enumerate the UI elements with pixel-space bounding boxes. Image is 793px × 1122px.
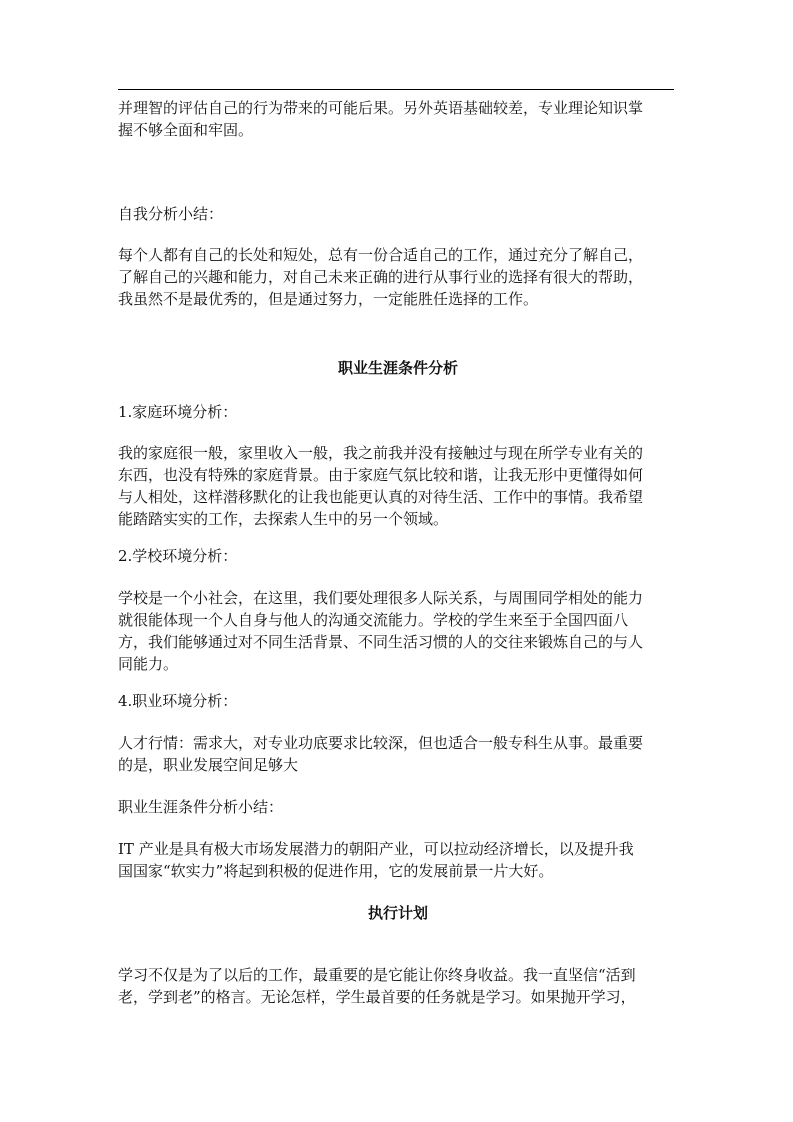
career-conditions-summary-label: 职业生涯条件分析小结： <box>118 798 284 816</box>
family-environment-label: 1.家庭环境分析： <box>118 403 238 421</box>
section-heading-execution-plan: 执行计划 <box>367 904 428 922</box>
school-environment-label: 2.学校环境分析： <box>118 547 238 565</box>
career-conditions-summary-text: IT 产业是具有极大市场发展潜力的朝阳产业，可以拉动经济增长，以及提升我 国国家“软实力”将起到积极的促进作用，它的发展前景一片大好。 <box>118 840 634 880</box>
self-analysis-summary-text: 每个人都有自己的长处和短处，总有一份合适自己的工作，通过充分了解自己， 了解自己的兴趣和能力，对自己未来正确的进行从事行业的选择有很大的帮助， 我虽然不是最优秀的，但是通过努力，一定能胜任选择的工作。 <box>118 246 644 308</box>
execution-plan-text: 学习不仅是为了以后的工作，最重要的是它能让你终身收益。我一直坚信“活到 老，学到老”的格言。无论怎样，学生最首要的任务就是学习。如果抛开学习， <box>118 966 636 1006</box>
family-environment-text: 我的家庭很一般，家里收入一般，我之前我并没有接触过与现在所学专业有关的 东西，也没有特殊的家庭背景。由于家庭气氛比较和谐，让我无形中更懂得如何 与人相处，这样潜移默化的让我也能更认真的对待生活、工作中的事情。我希望 能踏踏实实的工作，去探索人生中的另一个领域。 <box>118 444 644 528</box>
paragraph-continuation: 并理智的评估自己的行为带来的可能后果。另外英语基础较差，专业理论知识掌 握不够全面和牢固。 <box>118 99 644 139</box>
section-heading-career-conditions: 职业生涯条件分析 <box>337 359 458 377</box>
career-environment-text: 人才行情：需求大，对专业功底要求比较深，但也适合一般专科生从事。最重要 的是，职业发展空间足够大 <box>118 734 644 774</box>
header-rule <box>118 89 674 90</box>
school-environment-text: 学校是一个小社会，在这里，我们要处理很多人际关系，与周围同学相处的能力 就很能体现一个人自身与他人的沟通交流能力。学校的学生来至于全国四面八 方，我们能够通过对不同生活背景、不同生活习惯的人的交往来锻炼自己的与人 同能力。 <box>118 589 644 673</box>
career-environment-label: 4.职业环境分析： <box>118 692 238 710</box>
self-analysis-summary-label: 自我分析小结： <box>118 205 224 223</box>
